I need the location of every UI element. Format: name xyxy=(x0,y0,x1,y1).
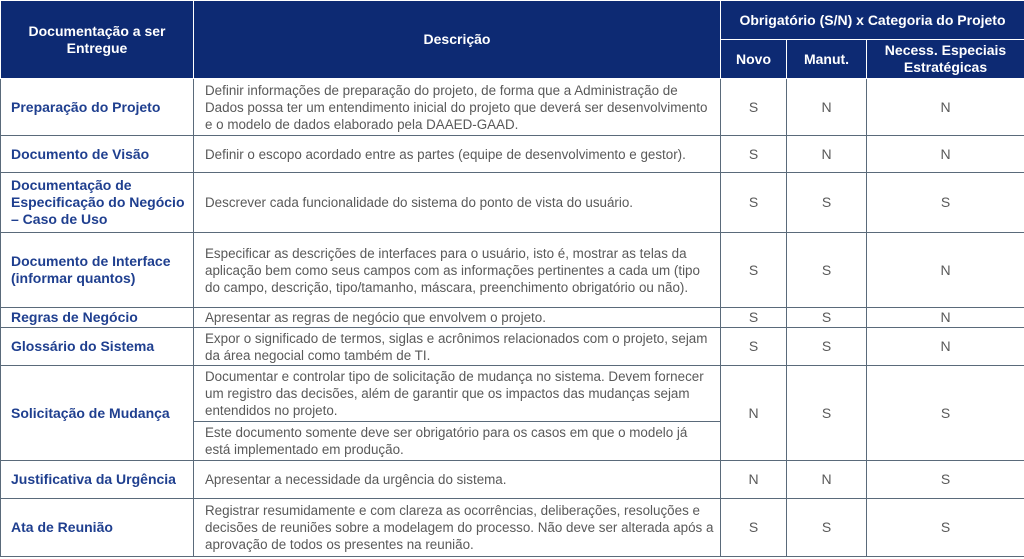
row-name: Documento de Interface (informar quantos) xyxy=(1,233,194,308)
cell-novo: S xyxy=(721,136,787,173)
cell-especiais: S xyxy=(867,461,1024,499)
cell-novo: S xyxy=(721,328,787,366)
table-row xyxy=(1,233,1024,308)
row-description: Registrar resumidamente e com clareza as ocorrências, deliberações, resoluções e decisões de reuniões sobre a modelagem do processo. Não deve ser alterada após a aprovação de todos os presentes na reunião. xyxy=(194,499,721,557)
row-description: Descrever cada funcionalidade do sistema do ponto de vista do usuário. xyxy=(194,173,721,233)
row-name: Documentação de Especificação do Negócio – Caso de Uso xyxy=(1,173,194,233)
cell-novo: N xyxy=(721,366,787,461)
cell-especiais: N xyxy=(867,233,1024,308)
header-documentation: Documentação a ser Entregue xyxy=(1,1,194,79)
cell-novo: S xyxy=(721,308,787,328)
table-row xyxy=(1,499,1024,557)
cell-novo: S xyxy=(721,499,787,557)
cell-manut: N xyxy=(787,79,867,136)
cell-especiais: N xyxy=(867,308,1024,328)
header-manut: Manut. xyxy=(787,40,867,79)
cell-manut: N xyxy=(787,136,867,173)
cell-manut: N xyxy=(787,461,867,499)
row-description: Apresentar a necessidade da urgência do sistema. xyxy=(194,461,721,499)
cell-novo: S xyxy=(721,233,787,308)
cell-especiais: S xyxy=(867,366,1024,461)
cell-manut: S xyxy=(787,173,867,233)
cell-especiais: S xyxy=(867,173,1024,233)
table-row xyxy=(1,366,1024,422)
row-name: Justificativa da Urgência xyxy=(1,461,194,499)
cell-manut: S xyxy=(787,366,867,461)
cell-manut: S xyxy=(787,308,867,328)
row-description-note: Este documento somente deve ser obrigatório para os casos em que o modelo já está implementado em produção. xyxy=(194,422,721,461)
row-description: Documentar e controlar tipo de solicitação de mudança no sistema. Devem fornecer um registro das decisões, além de garantir que os impactos das mudanças sejam entendidos no projeto. xyxy=(194,366,721,422)
cell-novo: S xyxy=(721,79,787,136)
table-row xyxy=(1,328,1024,366)
table-row xyxy=(1,461,1024,499)
cell-novo: S xyxy=(721,173,787,233)
cell-manut: S xyxy=(787,328,867,366)
cell-especiais: N xyxy=(867,328,1024,366)
cell-manut: S xyxy=(787,233,867,308)
table-row xyxy=(1,136,1024,173)
header-especiais: Necess. Especiais Estratégicas xyxy=(867,40,1024,79)
row-name: Preparação do Projeto xyxy=(1,79,194,136)
header-description: Descrição xyxy=(194,1,721,79)
row-description: Especificar as descrições de interfaces para o usuário, isto é, mostrar as telas da aplicação bem como seus campos com as informações pertinentes a cada um (tipo do campo, descrição, tipo/tamanho, máscara, preenchimento obrigatório ou não). xyxy=(194,233,721,308)
table-row xyxy=(1,308,1024,328)
table-row xyxy=(1,173,1024,233)
header-category-group: Obrigatório (S/N) x Categoria do Projeto xyxy=(721,1,1024,40)
cell-especiais: N xyxy=(867,136,1024,173)
cell-especiais: N xyxy=(867,79,1024,136)
row-name: Solicitação de Mudança xyxy=(1,366,194,461)
row-description: Expor o significado de termos, siglas e acrônimos relacionados com o projeto, sejam da área negocial como também de TI. xyxy=(194,328,721,366)
row-description: Apresentar as regras de negócio que envolvem o projeto. xyxy=(194,308,721,328)
header-novo: Novo xyxy=(721,40,787,79)
table-row xyxy=(1,79,1024,136)
cell-novo: N xyxy=(721,461,787,499)
row-name: Regras de Negócio xyxy=(1,308,194,328)
row-description: Definir o escopo acordado entre as partes (equipe de desenvolvimento e gestor). xyxy=(194,136,721,173)
row-name: Ata de Reunião xyxy=(1,499,194,557)
row-name: Documento de Visão xyxy=(1,136,194,173)
row-description: Definir informações de preparação do projeto, de forma que a Administração de Dados possa ter um entendimento inicial do projeto que deverá ser desenvolvimento e o modelo de dados elaborado pela DAAED-GAAD. xyxy=(194,79,721,136)
cell-especiais: S xyxy=(867,499,1024,557)
cell-manut: S xyxy=(787,499,867,557)
row-name: Glossário do Sistema xyxy=(1,328,194,366)
